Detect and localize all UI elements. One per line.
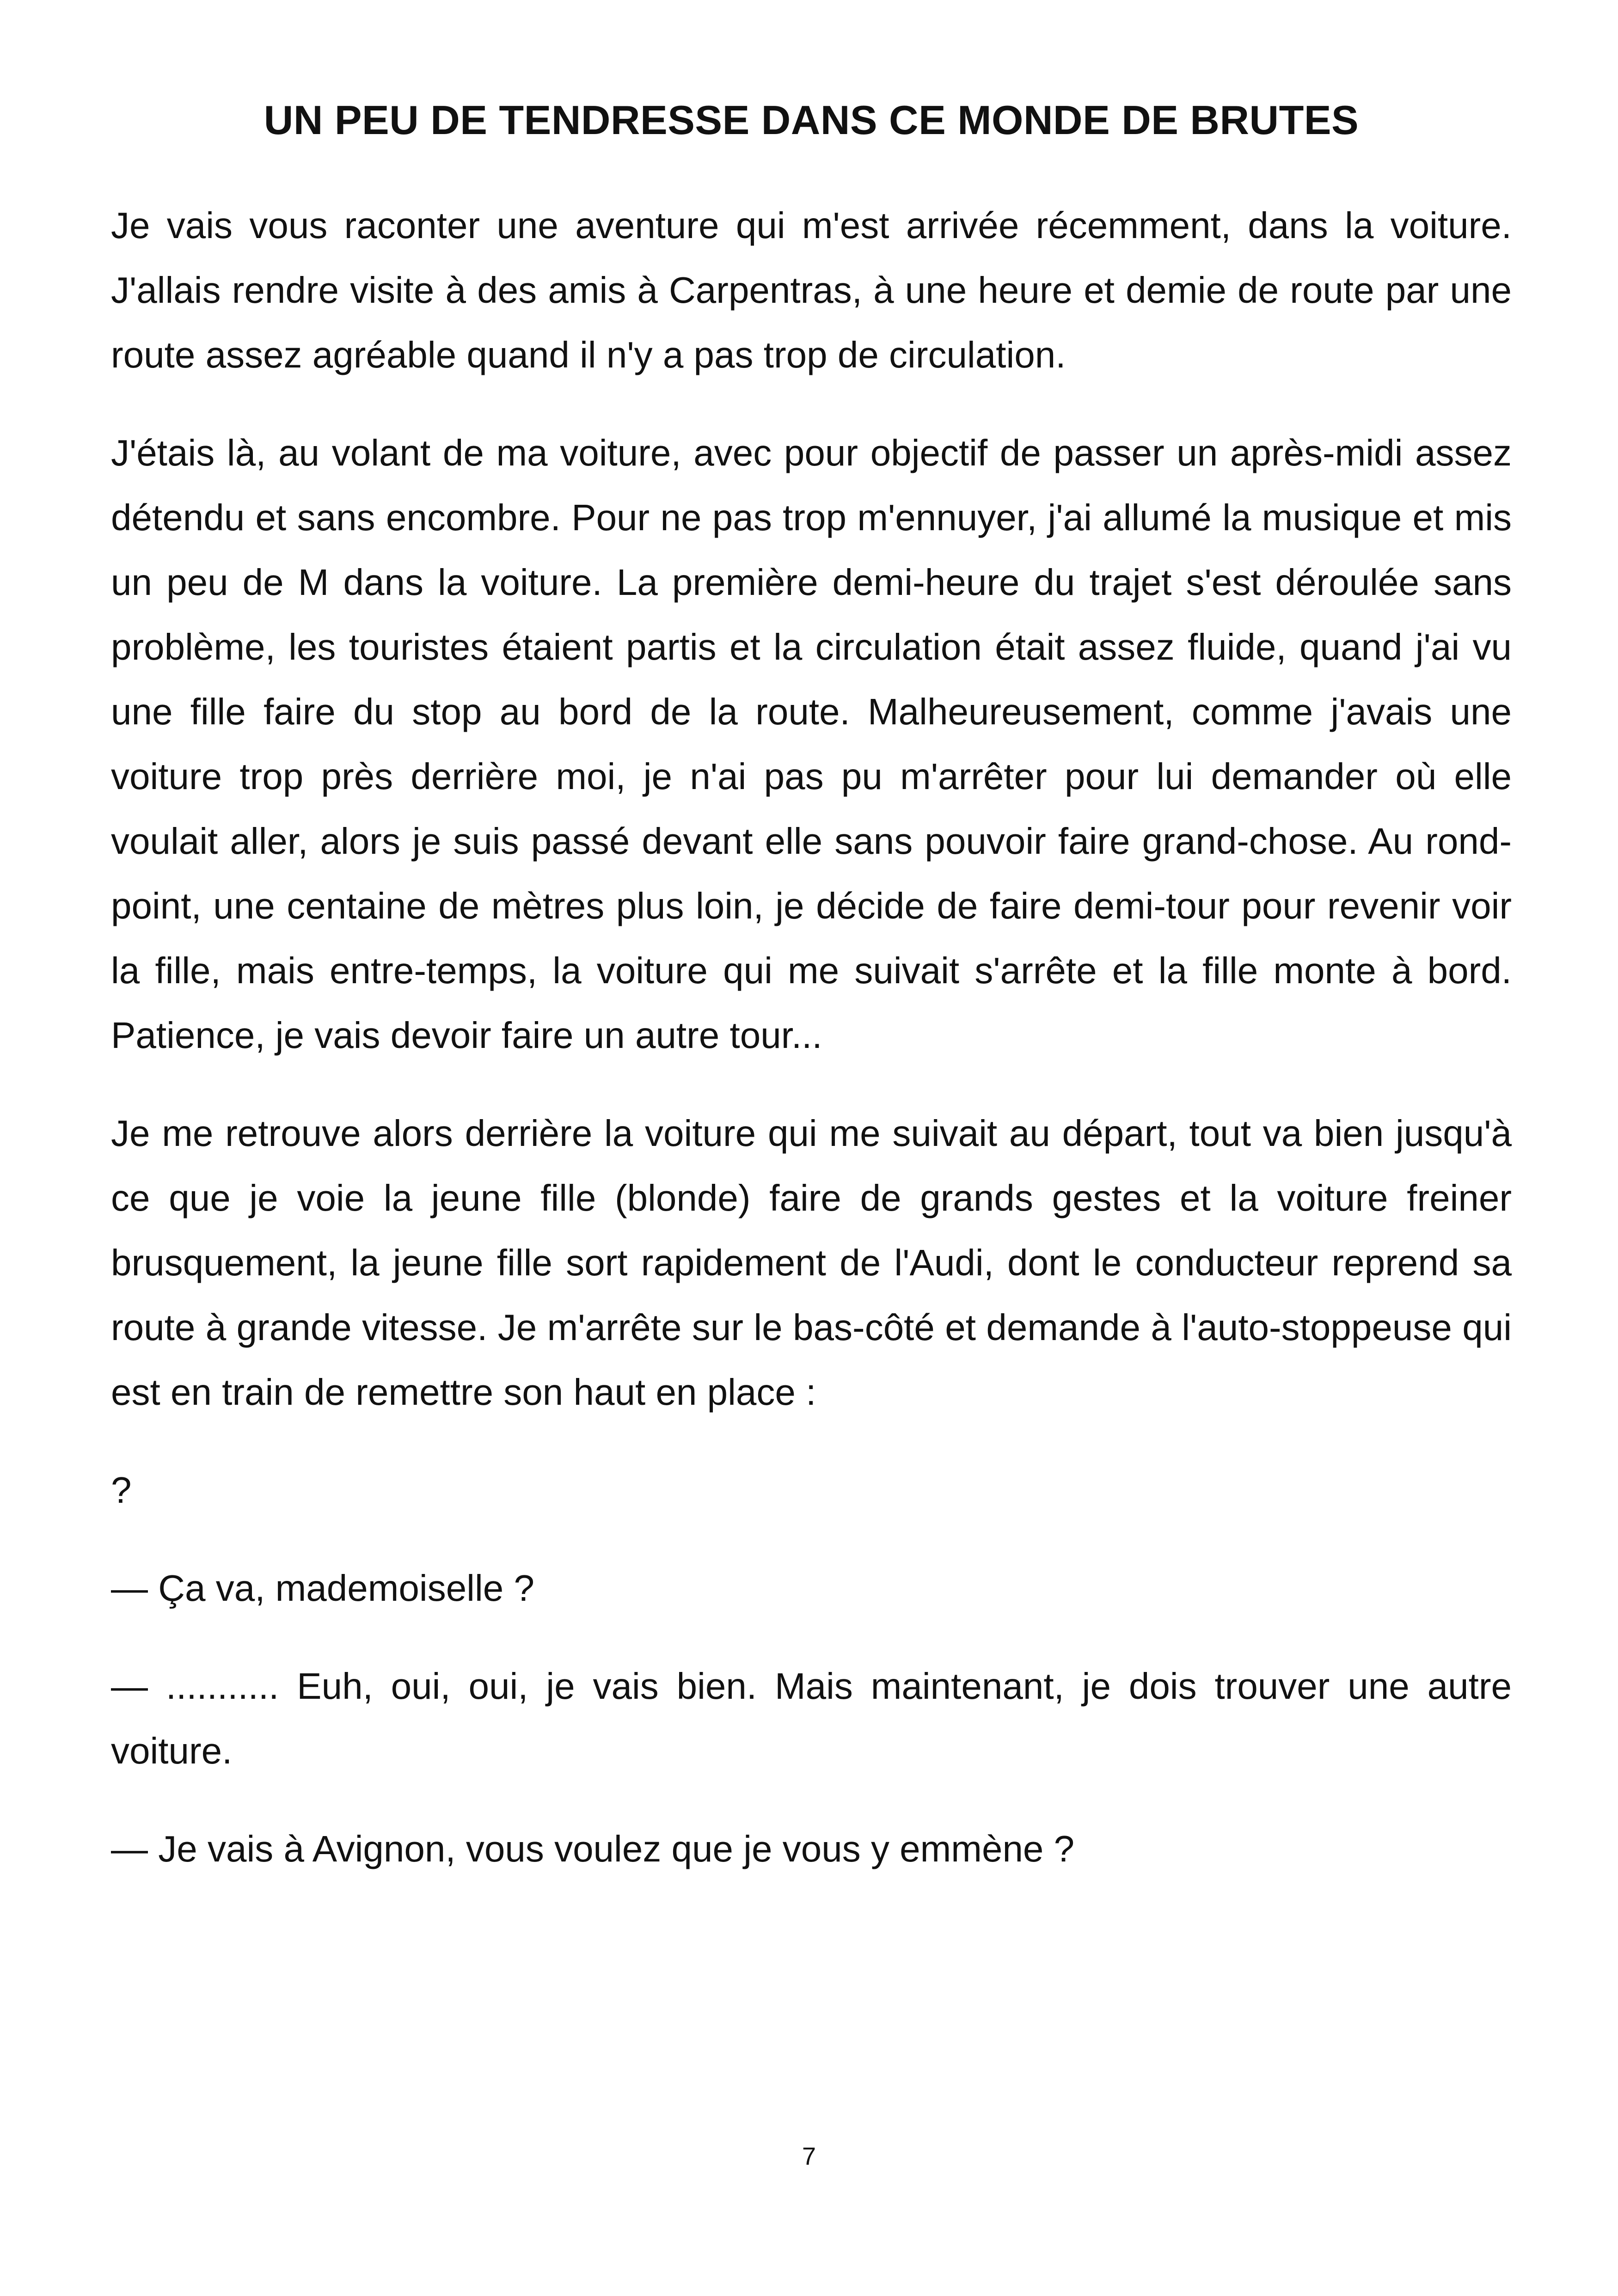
body-text <box>111 193 1512 1915</box>
dialog-line-2: — ........... Euh, oui, oui, je vais bien. Mais maintenant, je dois trouver une autre voiture. <box>111 1665 1512 1771</box>
paragraph-audi: Je me retrouve alors derrière la voiture qui me suivait au départ, tout va bien jusqu'à ce que je voie la jeune fille (blonde) faire de grands gestes et la voiture freiner brusquement, la jeune fille sort rapidement de l'Audi, dont le conducteur reprend sa route à grande vitesse. Je m'arrête sur le bas-côté et demande à l'auto-stoppeuse qui est en train de remettre son haut en place : <box>111 1113 1512 1413</box>
paragraph-question-mark: ? <box>111 1469 132 1511</box>
dialog-line-1: — Ça va, mademoiselle ? <box>111 1567 534 1609</box>
chapter-title: UN PEU DE TENDRESSE DANS CE MONDE DE BRUTES <box>264 97 1359 143</box>
paragraph-driving: J'étais là, au volant de ma voiture, avec pour objectif de passer un après-midi assez détendu et sans encombre. Pour ne pas trop m'ennuyer, j'ai allumé la musique et mis un peu de M dans la voiture. La première demi-heure du trajet s'est déroulée sans problème, les touristes étaient partis et la circulation était assez fluide, quand j'ai vu une fille faire du stop au bord de la route. Malheureusement, comme j'avais une voiture trop près derrière moi, je n'ai pas pu m'arrêter pour lui demander où elle voulait aller, alors je suis passé devant elle sans pouvoir faire grand-chose. Au rond-point, une centaine de mètres plus loin, je décide de faire demi-tour pour revenir voir la fille, mais entre-temps, la voiture qui me suivait s'arrête et la fille monte à bord. Patience, je vais devoir faire un autre tour... <box>111 432 1512 1056</box>
paragraph-intro: Je vais vous raconter une aventure qui m'est arrivée récemment, dans la voiture. J'allais rendre visite à des amis à Carpentras, à une heure et demie de route par une route assez agréable quand il n'y a pas trop de circulation. <box>111 205 1512 375</box>
page-number: 7 <box>802 2143 816 2170</box>
dialog-line-3: — Je vais à Avignon, vous voulez que je vous y emmène ? <box>111 1828 1075 1869</box>
